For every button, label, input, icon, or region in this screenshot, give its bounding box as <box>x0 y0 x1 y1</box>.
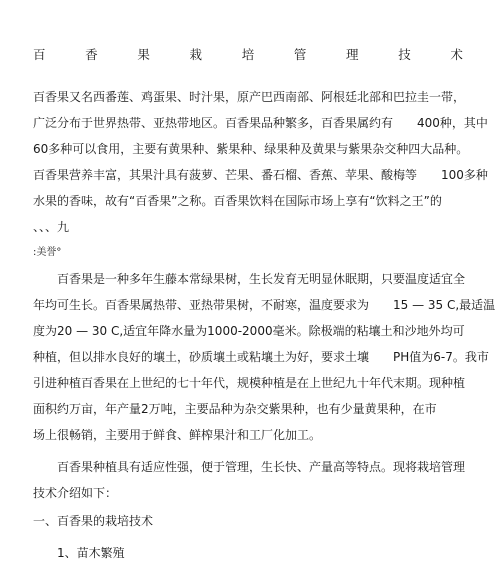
paragraph-line: 技术介绍如下： <box>33 486 118 500</box>
paragraph-line: 面积约万亩，年产量2万吨，主要品种为杂交紫果种，也有少量黄果种，在市 <box>33 402 437 416</box>
title-char: 百 <box>33 47 46 62</box>
title-char: 培 <box>241 47 255 62</box>
section-heading: 一、百香果的栽培技术 <box>33 514 154 528</box>
paragraph-line: 百香果种植具有适应性强，便于管理，生长快、产量高等特点。现将栽培管理 <box>57 460 466 474</box>
title-char: 栽 <box>189 47 203 62</box>
paragraph-line: 种植，但以排水良好的壤土，砂质壤土或粘壤土为好，要求土壤 PH值为6-7。我市 <box>33 350 489 364</box>
paragraph-line: 水果的香味，故有“百香果”之称。百香果饮料在国际市场上享有“饮料之王”的 <box>33 194 442 208</box>
title-char: 果 <box>137 47 150 62</box>
paragraph-line: 百香果又名西番莲、鸡蛋果、时汁果，原产巴西南部、阿根廷北部和巴拉圭一带， <box>33 90 466 104</box>
paragraph-line: 、、、九 <box>33 220 70 234</box>
subsection-heading: 1、苗木繁殖 <box>57 546 125 560</box>
paragraph-line: 广泛分布于世界热带、亚热带地区。百香果品种繁多，百香果属约有 400种，其中 <box>33 116 488 130</box>
document-title <box>33 47 463 63</box>
paragraph-line: 百香果是一种多年生藤本常绿果树，生长发育无明显休眠期，只要温度适宜全 <box>57 272 466 286</box>
paragraph-line: 场上很畅销，主要用于鲜食、鲜榨果汁和工厂化加工。 <box>33 428 322 442</box>
paragraph-line: 年均可生长。百香果属热带、亚热带果树，不耐寒，温度要求为 15 — 35 C,最适温 <box>33 298 496 312</box>
paragraph-line: 度为20 — 30 C,适宜年降水量为1000-2000毫米。除极端的粘壤土和沙地外均可 <box>33 324 465 338</box>
paragraph-line: 百香果营养丰富，其果汁具有菠萝、芒果、番石榴、香蕉、苹果、酸梅等 100多种 <box>33 168 488 182</box>
title-char: 管 <box>293 47 307 62</box>
paragraph-line: 60多种可以食用，主要有黄果种、紫果种、绿果种及黄果与紫果杂交种四大品种。 <box>33 142 469 156</box>
title-char: 技 <box>398 47 411 62</box>
paragraph-line: :美誉° <box>33 247 62 258</box>
title-char: 术 <box>450 47 463 62</box>
paragraph-line: 引进种植百香果在上世纪的七十年代，规模种植是在上世纪九十年代末期。现种植 <box>33 376 466 390</box>
title-char: 理 <box>346 47 359 62</box>
title-char: 香 <box>85 47 98 62</box>
